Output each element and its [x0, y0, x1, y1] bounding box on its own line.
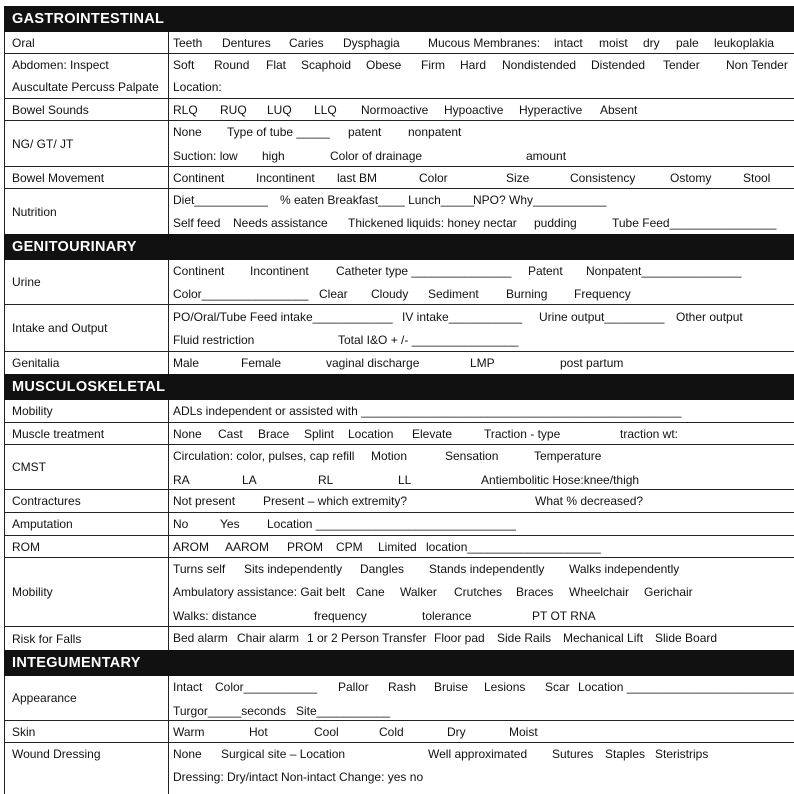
- option[interactable]: Cast: [218, 427, 243, 441]
- option[interactable]: Side Rails: [497, 631, 552, 645]
- option[interactable]: Not present: [173, 494, 236, 508]
- option[interactable]: Dysphagia: [343, 36, 400, 50]
- location-field[interactable]: Location _________________________: [578, 680, 794, 694]
- option[interactable]: amount: [526, 149, 567, 163]
- option[interactable]: Traction - type: [484, 427, 561, 441]
- row-rom: [4, 536, 794, 558]
- option[interactable]: Surgical site – Location: [221, 747, 346, 761]
- option[interactable]: post partum: [560, 356, 624, 370]
- option[interactable]: Nondistended: [502, 58, 577, 72]
- row-label: Risk for Falls: [4, 627, 169, 650]
- option[interactable]: Nonpatent_______________: [586, 264, 742, 278]
- row-intake-output: [4, 305, 794, 352]
- option[interactable]: Female: [241, 356, 282, 370]
- option[interactable]: Sutures: [552, 747, 594, 761]
- option[interactable]: Mechanical Lift: [563, 631, 644, 645]
- option[interactable]: Patent: [528, 264, 563, 278]
- option[interactable]: Cane: [356, 585, 385, 599]
- catheter-type-field[interactable]: Catheter type _______________: [336, 264, 512, 278]
- option[interactable]: Splint: [304, 427, 335, 441]
- tube-feed-field[interactable]: Tube Feed________________: [612, 216, 777, 230]
- row-appearance: [4, 676, 794, 721]
- option[interactable]: Absent: [600, 103, 638, 117]
- row-label: Oral: [4, 32, 169, 53]
- option[interactable]: Needs assistance: [233, 216, 328, 230]
- row-mobility-adls: [4, 400, 794, 423]
- option[interactable]: Flat: [266, 58, 287, 72]
- option[interactable]: Dentures: [222, 36, 271, 50]
- option[interactable]: Floor pad: [434, 631, 485, 645]
- option[interactable]: high: [262, 149, 285, 163]
- option[interactable]: Incontinent: [256, 171, 315, 185]
- option[interactable]: frequency: [314, 609, 367, 623]
- option[interactable]: Teeth: [173, 36, 203, 50]
- option[interactable]: pudding: [534, 216, 577, 230]
- option[interactable]: Turns self: [173, 562, 226, 576]
- option[interactable]: tolerance: [422, 609, 472, 623]
- option[interactable]: CPM: [336, 540, 363, 554]
- turgor-field[interactable]: Turgor_____seconds: [173, 704, 286, 718]
- row-label: ROM: [4, 536, 169, 557]
- option[interactable]: Braces: [516, 585, 554, 599]
- color-field[interactable]: Color________________: [173, 287, 309, 301]
- row-label: Abdomen: Inspect Auscultate Percuss Palpate: [4, 54, 169, 98]
- row-amputation: [4, 513, 794, 536]
- option[interactable]: Cold: [379, 725, 404, 739]
- option[interactable]: Well approximated: [428, 747, 528, 761]
- option[interactable]: None: [173, 125, 202, 139]
- row-label: Mobility: [4, 400, 169, 422]
- option[interactable]: Walks: distance: [173, 609, 257, 623]
- option[interactable]: PT OT RNA: [532, 609, 596, 623]
- row-skin: [4, 721, 794, 743]
- urine-output-field[interactable]: Urine output_________: [539, 310, 665, 324]
- option[interactable]: nonpatent: [408, 125, 462, 139]
- row-label: Intake and Output: [4, 305, 169, 351]
- option[interactable]: Pallor: [338, 680, 369, 694]
- row-label: Wound Dressing: [4, 743, 169, 794]
- option[interactable]: What % decreased?: [535, 494, 644, 508]
- option[interactable]: Walker: [400, 585, 437, 599]
- row-label: Mobility: [4, 558, 169, 626]
- option[interactable]: Caries: [289, 36, 324, 50]
- row-cmst: [4, 445, 794, 490]
- option[interactable]: None: [173, 427, 202, 441]
- option: Mucous Membranes:: [428, 36, 541, 50]
- row-bowel-movement: [4, 167, 794, 189]
- option[interactable]: Intact: [173, 680, 203, 694]
- option[interactable]: Size: [506, 171, 530, 185]
- option[interactable]: intact: [554, 36, 583, 50]
- option[interactable]: LL: [398, 473, 412, 487]
- option[interactable]: Ambulatory assistance: Gait belt: [173, 585, 346, 599]
- option[interactable]: Elevate: [412, 427, 453, 441]
- adls-field[interactable]: ADLs independent or assisted with ________________________________________________: [173, 404, 682, 418]
- iv-intake-field[interactable]: IV intake___________: [402, 310, 523, 324]
- option[interactable]: Moist: [509, 725, 538, 739]
- option[interactable]: Bed alarm: [173, 631, 228, 645]
- option[interactable]: Staples: [605, 747, 646, 761]
- option[interactable]: Ostomy: [670, 171, 712, 185]
- option[interactable]: Antiembolitic Hose:knee/thigh: [481, 473, 640, 487]
- option[interactable]: pale: [676, 36, 699, 50]
- option[interactable]: Non Tender: [726, 58, 788, 72]
- option[interactable]: Dangles: [360, 562, 405, 576]
- option[interactable]: Wheelchair: [569, 585, 630, 599]
- option[interactable]: Incontinent: [250, 264, 309, 278]
- row-label: Appearance: [4, 676, 169, 720]
- section-header-genitourinary: GENITOURINARY: [4, 234, 794, 260]
- option[interactable]: LLQ: [314, 103, 337, 117]
- tube-type-field[interactable]: Type of tube _____: [227, 125, 330, 139]
- option[interactable]: Scaphoid: [301, 58, 352, 72]
- row-abdomen: [4, 54, 794, 99]
- option[interactable]: leukoplakia: [714, 36, 775, 50]
- option[interactable]: Hypoactive: [444, 103, 504, 117]
- row-label: Bowel Sounds: [4, 99, 169, 120]
- row-bowel-sounds: [4, 99, 794, 121]
- row-label: Genitalia: [4, 352, 169, 374]
- option[interactable]: Chair alarm: [237, 631, 300, 645]
- option[interactable]: Soft: [173, 58, 195, 72]
- option[interactable]: RUQ: [220, 103, 247, 117]
- row-ng-gt-jt: [4, 121, 794, 167]
- option[interactable]: Self feed: [173, 216, 221, 230]
- intake-field[interactable]: PO/Oral/Tube Feed intake____________: [173, 310, 393, 324]
- option[interactable]: Color of drainage: [330, 149, 423, 163]
- option[interactable]: Brace: [258, 427, 290, 441]
- option[interactable]: AAROM: [225, 540, 270, 554]
- row-wound-dressing: [4, 743, 794, 794]
- option[interactable]: Suction: low: [173, 149, 238, 163]
- option[interactable]: Firm: [421, 58, 445, 72]
- row-label: Nutrition: [4, 189, 169, 234]
- row-risk-for-falls: [4, 627, 794, 650]
- row-urine: [4, 260, 794, 305]
- option[interactable]: Slide Board: [655, 631, 718, 645]
- percent-eaten-field[interactable]: % eaten Breakfast____ Lunch_____: [280, 193, 475, 207]
- option[interactable]: Steristrips: [655, 747, 709, 761]
- option[interactable]: Temperature: [534, 449, 602, 463]
- option[interactable]: Present – which extremity?: [263, 494, 408, 508]
- diet-field[interactable]: Diet___________: [173, 193, 268, 207]
- option[interactable]: traction wt:: [620, 427, 679, 441]
- option[interactable]: Lesions: [484, 680, 526, 694]
- row-muscle-treatment: [4, 423, 794, 445]
- row-label: Bowel Movement: [4, 167, 169, 188]
- option[interactable]: Cool: [314, 725, 339, 739]
- option[interactable]: Hot: [249, 725, 268, 739]
- color-field[interactable]: Color___________: [215, 680, 318, 694]
- npo-field[interactable]: NPO? Why___________: [473, 193, 607, 207]
- option[interactable]: Crutches: [454, 585, 503, 599]
- option[interactable]: Hyperactive: [519, 103, 583, 117]
- row-genitalia: [4, 352, 794, 374]
- option[interactable]: patent: [348, 125, 382, 139]
- option[interactable]: moist: [599, 36, 628, 50]
- option[interactable]: Burning: [506, 287, 548, 301]
- row-label: Muscle treatment: [4, 423, 169, 444]
- row-mobility-details: [4, 558, 794, 627]
- option[interactable]: Warm: [173, 725, 205, 739]
- option[interactable]: Tender: [663, 58, 700, 72]
- option[interactable]: Motion: [371, 449, 408, 463]
- option[interactable]: Location: [348, 427, 394, 441]
- section-header-musculoskeletal: MUSCULOSKELETAL: [4, 374, 794, 400]
- option[interactable]: LA: [242, 473, 257, 487]
- option[interactable]: last BM: [337, 171, 378, 185]
- option[interactable]: Distended: [591, 58, 646, 72]
- option[interactable]: Rash: [388, 680, 417, 694]
- option[interactable]: Consistency: [570, 171, 636, 185]
- row-label: Contractures: [4, 490, 169, 512]
- option[interactable]: Male: [173, 356, 200, 370]
- option[interactable]: RL: [318, 473, 334, 487]
- dressing-options[interactable]: Dressing: Dry/intact Non-intact Change: yes no: [173, 770, 424, 784]
- total-io-field[interactable]: Total I&O + /- ________________: [338, 333, 519, 347]
- option[interactable]: LMP: [470, 356, 495, 370]
- option[interactable]: Other output: [676, 310, 743, 324]
- option[interactable]: Continent: [173, 264, 225, 278]
- option[interactable]: LUQ: [267, 103, 292, 117]
- option[interactable]: Obese: [366, 58, 402, 72]
- option[interactable]: Dry: [447, 725, 466, 739]
- option[interactable]: Circulation: color, pulses, cap refill: [173, 449, 355, 463]
- option[interactable]: RLQ: [173, 103, 198, 117]
- row-label: CMST: [4, 445, 169, 489]
- option[interactable]: Walks independently: [569, 562, 680, 576]
- option[interactable]: None: [173, 747, 202, 761]
- location-field[interactable]: Location:: [173, 80, 222, 94]
- option[interactable]: Stool: [743, 171, 771, 185]
- option[interactable]: Limited: [378, 540, 417, 554]
- option[interactable]: vaginal discharge: [326, 356, 420, 370]
- option[interactable]: Round: [214, 58, 250, 72]
- option[interactable]: Color: [419, 171, 448, 185]
- row-nutrition: [4, 189, 794, 234]
- option[interactable]: RA: [173, 473, 190, 487]
- option[interactable]: Cloudy: [371, 287, 409, 301]
- option[interactable]: 1 or 2 Person Transfer: [307, 631, 427, 645]
- section-header-gastrointestinal: GASTROINTESTINAL: [4, 6, 794, 32]
- site-field[interactable]: Site___________: [296, 704, 391, 718]
- option[interactable]: AROM: [173, 540, 209, 554]
- option[interactable]: dry: [643, 36, 660, 50]
- option[interactable]: Thickened liquids: honey nectar: [348, 216, 517, 230]
- option[interactable]: Stands independently: [429, 562, 545, 576]
- option[interactable]: Fluid restriction: [173, 333, 255, 347]
- row-label: Amputation: [4, 513, 169, 535]
- option[interactable]: Sediment: [428, 287, 479, 301]
- option[interactable]: Clear: [319, 287, 348, 301]
- option[interactable]: Frequency: [574, 287, 631, 301]
- option[interactable]: Scar: [545, 680, 570, 694]
- option[interactable]: Continent: [173, 171, 225, 185]
- row-contractures: [4, 490, 794, 513]
- option[interactable]: Sensation: [445, 449, 499, 463]
- option[interactable]: Bruise: [434, 680, 469, 694]
- option[interactable]: No: [173, 517, 189, 531]
- location-field[interactable]: location____________________: [426, 540, 601, 554]
- row-label: Urine: [4, 260, 169, 304]
- option[interactable]: Sits independently: [244, 562, 343, 576]
- row-label: NG/ GT/ JT: [4, 121, 169, 166]
- option[interactable]: Yes: [220, 517, 240, 531]
- location-field[interactable]: Location ______________________________: [267, 517, 516, 531]
- section-header-integumentary: INTEGUMENTARY: [4, 650, 794, 676]
- option[interactable]: PROM: [287, 540, 323, 554]
- option[interactable]: Normoactive: [361, 103, 429, 117]
- row-label: Skin: [4, 721, 169, 742]
- option[interactable]: Gerichair: [644, 585, 693, 599]
- option[interactable]: Hard: [460, 58, 487, 72]
- row-oral: [4, 32, 794, 54]
